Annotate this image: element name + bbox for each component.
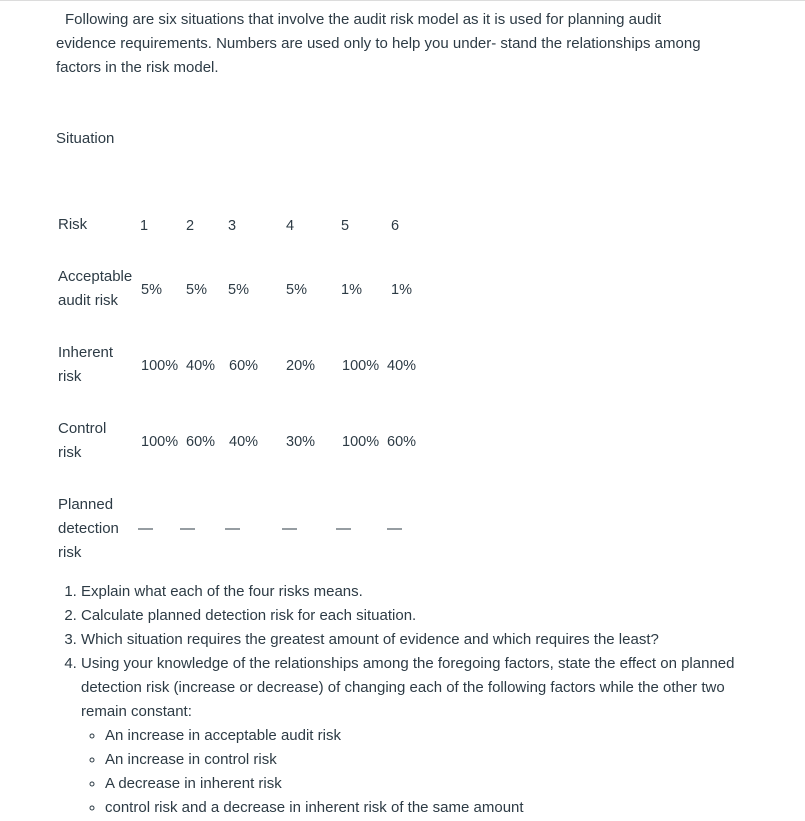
table-cell: 5% [186,282,207,298]
table-cell: 30% [286,434,316,450]
row-label-inherent-risk: Inherent risk [58,344,114,385]
factor-change-item: ◦ An increase in acceptable audit risk [105,724,761,748]
table-cell: 20% [286,358,316,374]
table-cell: 5% [286,282,307,298]
question-item: 1. Explain what each of the four risks means. [81,580,761,604]
situation-number: 4 [286,218,295,234]
question-list [56,580,761,820]
table-cell: 100% [342,434,380,450]
empty-cell-dash: — [282,520,297,537]
risk-header: Risk [58,216,88,233]
table-cell: 100% [141,358,179,374]
situation-number: 6 [391,218,400,234]
table-cell: 100% [141,434,179,450]
table-cell: 60% [387,434,417,450]
row-label-acceptable-audit-risk: Acceptable audit risk [58,268,133,309]
table-cell: 40% [387,358,417,374]
table-cell: 1% [341,282,362,298]
row-label-control-risk: Control risk [58,420,107,461]
question-item: 2. Calculate planned detection risk for each situation. [81,604,761,628]
question-item: 3. Which situation requires the greatest amount of evidence and which requires the least? [81,628,761,652]
question-text: Using your knowledge of the relationships among the foregoing factors, state the effect on planned detection risk (increase or decrease) of changing each of the following factors while the other two remain constant: [81,655,735,720]
empty-cell-dash: — [387,520,402,537]
table-cell: 60% [229,358,259,374]
factor-change-item: ◦ control risk and a decrease in inherent risk of the same amount [105,796,761,820]
question-item [81,652,761,820]
empty-cell-dash: — [336,520,351,537]
situation-number: 2 [186,218,195,234]
empty-cell-dash: — [138,520,153,537]
situation-number: 5 [341,218,350,234]
situation-header: Situation [56,130,115,147]
table-cell: 1% [391,282,412,298]
situation-number: 3 [228,218,237,234]
empty-cell-dash: — [180,520,195,537]
table-cell: 100% [342,358,380,374]
situation-number: 1 [140,218,149,234]
table-cell: 40% [186,358,216,374]
factor-change-item: ◦ An increase in control risk [105,748,761,772]
row-label-planned-detection-risk: Planned detection risk [58,496,119,561]
table-cell: 5% [228,282,249,298]
table-cell: 40% [229,434,259,450]
top-divider [0,0,805,1]
table-cell: 5% [141,282,162,298]
empty-cell-dash: — [225,520,240,537]
table-cell: 60% [186,434,216,450]
factor-change-list [81,724,761,820]
factor-change-item: ◦ A decrease in inherent risk [105,772,761,796]
intro-paragraph: Following are six situations that involve the audit risk model as it is used for planning audit evidence requirements. Numbers are used only to help you under- stand the relationships among factors in the risk model. [56,11,701,76]
